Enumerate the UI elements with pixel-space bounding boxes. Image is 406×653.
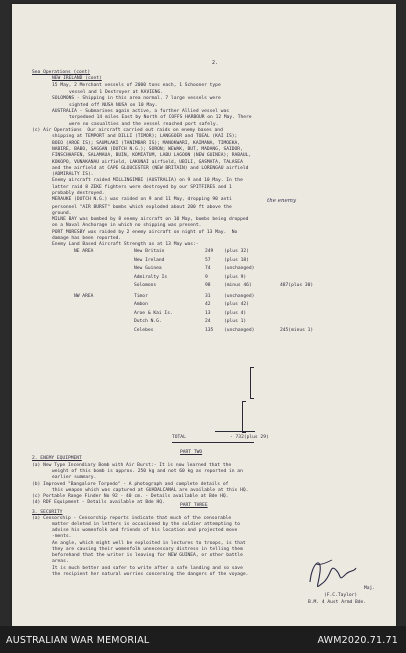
document-line: (ADMIRALTY IS). [52, 172, 94, 177]
security-line: beforehand that the writer is leaving for NEW GUINEA, or other battle [52, 553, 243, 558]
table-count: 42 [205, 302, 211, 307]
table-change: (plus 32) [224, 249, 249, 254]
table-place: New Guinea [134, 266, 162, 271]
footer-accession-number: AWM2020.71.71 [317, 635, 398, 646]
security-line: areas. [52, 559, 69, 564]
security-line: matter deleted in letters is occasioned by the soldier attempting to [52, 522, 241, 527]
table-count: 31 [205, 293, 211, 299]
part-three-heading: PART THREE [180, 503, 208, 508]
document-line: latter raid 8 ZEKE fighters were destroyed by our SPITFIRES and 1 [52, 185, 232, 190]
equipment-line: (a) New Type Incendiary Bomb with Air Burst:- It is now learned that the [32, 463, 232, 468]
table-total-value: - 732(plus 29) [230, 435, 269, 440]
section-2-heading: 2. ENEMY EQUIPMENT [32, 456, 82, 461]
document-line: shipping at TEMPORT and DILLI (TIMOR); LANGGOER and TOEAL (KAI IS); [52, 134, 238, 139]
table-total-label: TOTAL [172, 435, 186, 440]
table-count: 9 [205, 274, 208, 280]
signature-rank: Maj. [364, 586, 376, 591]
security-line: the recipient her natural worries concerning the dangers of the voyage. [52, 572, 249, 577]
document-line: probably destroyed. [52, 191, 105, 196]
document-line: Enemy Land Based Aircraft Strength as at 13 May was:- [52, 242, 199, 247]
document-line: AUSTRALIA - Submarines again active, a further Allied vessel was [52, 109, 230, 114]
table-place: Celebes [134, 327, 154, 333]
table-place: Solomons [134, 283, 157, 288]
signature-name: (F.C.Taylor) [324, 593, 358, 598]
document-line: vessel and 1 Destroyer at KAVIENG. [69, 90, 164, 95]
table-total: 245(minus 1) [280, 327, 314, 333]
document-line: and the airfield at CAPE GLOUCESTER (NEW BRITAIN) and LORENGAU airfield [52, 166, 249, 171]
table-bracket [250, 367, 254, 399]
document-line: NEW IRELAND (cont) [52, 76, 102, 81]
document-line: damage has been reported. [52, 236, 122, 241]
document-line: KOKOPO, VUNAKANAU airfield, LAKUNAI airfield, UBILI, GASMATA, TALASEA [52, 160, 243, 165]
table-change: (minus 46) [224, 283, 252, 288]
table-change: (plus 9) [224, 274, 247, 280]
table-place: Aroe & Kai Is. [134, 310, 173, 316]
table-area: NE AREA [74, 249, 94, 254]
table-count: 98 [205, 283, 211, 288]
equipment-line: (c) Portable Range Finder No 92 - 40 cm. - Details available at Bde HQ. [32, 494, 229, 499]
table-bracket [242, 401, 246, 433]
document-line: sighted off NUSA NUSA on 10 May. [69, 103, 158, 108]
document-line: Enemy aircraft raided MILLINGIMBI (AUSTRALIA) on 9 and 10 May. In the [52, 178, 243, 183]
equipment-line: (d) RDF Equipment - Details available at Bde HQ. [32, 500, 165, 505]
table-count: 13 [205, 310, 211, 316]
security-line: advise his womenfolk and friends of his location and projected move [52, 528, 238, 533]
document-line: MERAUKE (DUTCH N.G.) was raided on 9 and 11 May, dropping 90 anti [52, 197, 232, 202]
document-line: ground. [52, 211, 72, 216]
document-line: were no casualties and the vessel reached port safely. [69, 122, 219, 127]
table-change: (unchanged) [224, 293, 255, 299]
equipment-line: (b) Improved "Bangalore Torpedo" - A photograph and complete details of [32, 482, 229, 487]
equipment-line: weight of this bomb is approx. 250 kg and not 60 kg as reported in an [52, 469, 243, 474]
table-total: 487(plus 30) [280, 283, 314, 288]
table-count: 249 [205, 249, 214, 254]
document-line: personnel "AIR BURST" bombs which exploded about 200 ft above the [52, 205, 232, 210]
table-change: (plus 4) [224, 310, 247, 316]
equipment-line: this weapon which was captured at GUADALCANAL are available at this HQ. [52, 488, 249, 493]
security-line: -ments. [52, 534, 72, 539]
table-change: (unchanged) [224, 266, 255, 271]
equipment-line: earlier summary. [52, 475, 97, 480]
footer-institution: AUSTRALIAN WAR MEMORIAL [6, 635, 150, 646]
document-line: FINSCHHAFEN, SALAMAUA, BUIN, KOMIATUM, LABU LAGOON (NEW GUINEA); RABAUL, [52, 153, 252, 158]
document-line: Sea Operations (cont) [32, 70, 91, 75]
document-line: torpedoed 14 miles East by North of COFFS HARBOUR on 12 May. There [69, 115, 252, 120]
total-underline [172, 442, 254, 443]
security-line: they are causing their womenfolk unnecessary distress in telling them [52, 547, 243, 552]
security-line: (a) Censorship - Censorship reports indicate that much of the censorable [32, 516, 232, 521]
document-line: (c) Air Operations Our aircraft carried out raids on enemy bases and [32, 128, 223, 133]
document-line: NABIRE, BABO, SAGGAN (DUTCH N.G.); SORON; WEWAK, BUT, MADANG, SAIDOR, [52, 147, 243, 152]
table-place: New Britain [134, 249, 165, 254]
table-change: (unchanged) [224, 327, 255, 333]
table-place: New Ireland [134, 257, 165, 263]
table-change: (plus 42) [224, 302, 249, 307]
table-count: 74 [205, 266, 211, 271]
security-line: An angle, which might well be exploited in lectures to troops, is that [52, 541, 246, 546]
handwritten-insert: the enemy [267, 198, 297, 204]
document-line: BOEO (AROE IS); SAUMLAKI (TANIMBAR IS); MANOKWARI, KAIMANA, TIMOEKA, [52, 141, 241, 146]
table-place: Dutch N.G. [134, 319, 162, 324]
page-number: 2. [212, 60, 219, 66]
document-line: on a Naval Anchorage in which no shipping was present. [52, 223, 202, 228]
table-count: 24 [205, 319, 211, 324]
table-place: Admiralty Is [134, 274, 168, 280]
section-3-heading: 3. SECURITY [32, 510, 63, 515]
archive-footer [0, 626, 406, 653]
document-line: MILNE BAY was bombed by 8 enemy aircraft on 10 May, bombs being dropped [52, 217, 249, 222]
handwritten-signature [302, 552, 362, 592]
table-rule [215, 431, 255, 432]
document-page [12, 4, 396, 626]
table-change: (plus 1) [224, 319, 247, 324]
table-area: NW AREA [74, 293, 94, 299]
table-change: (plus 18) [224, 257, 249, 263]
table-count: 135 [205, 327, 214, 333]
document-line: SOLOMONS - Shipping in this area normal. 7 large vessels were [52, 96, 221, 101]
signature-role: B.M. 4 Aust Armd Bde. [308, 600, 367, 605]
security-line: It is much better and safer to write after a safe landing and so save [52, 566, 243, 571]
part-two-heading: PART TWO [180, 450, 203, 455]
table-place: Ambon [134, 302, 148, 307]
table-count: 57 [205, 257, 211, 263]
table-place: Timor [134, 293, 148, 299]
document-line: 15 May, 2 Merchant vessels of 2000 tons each, 1 Schooner type [52, 83, 221, 88]
document-line: PORT MORESBY was raided by 2 enemy aircraft on night of 13 May. No [52, 230, 238, 235]
